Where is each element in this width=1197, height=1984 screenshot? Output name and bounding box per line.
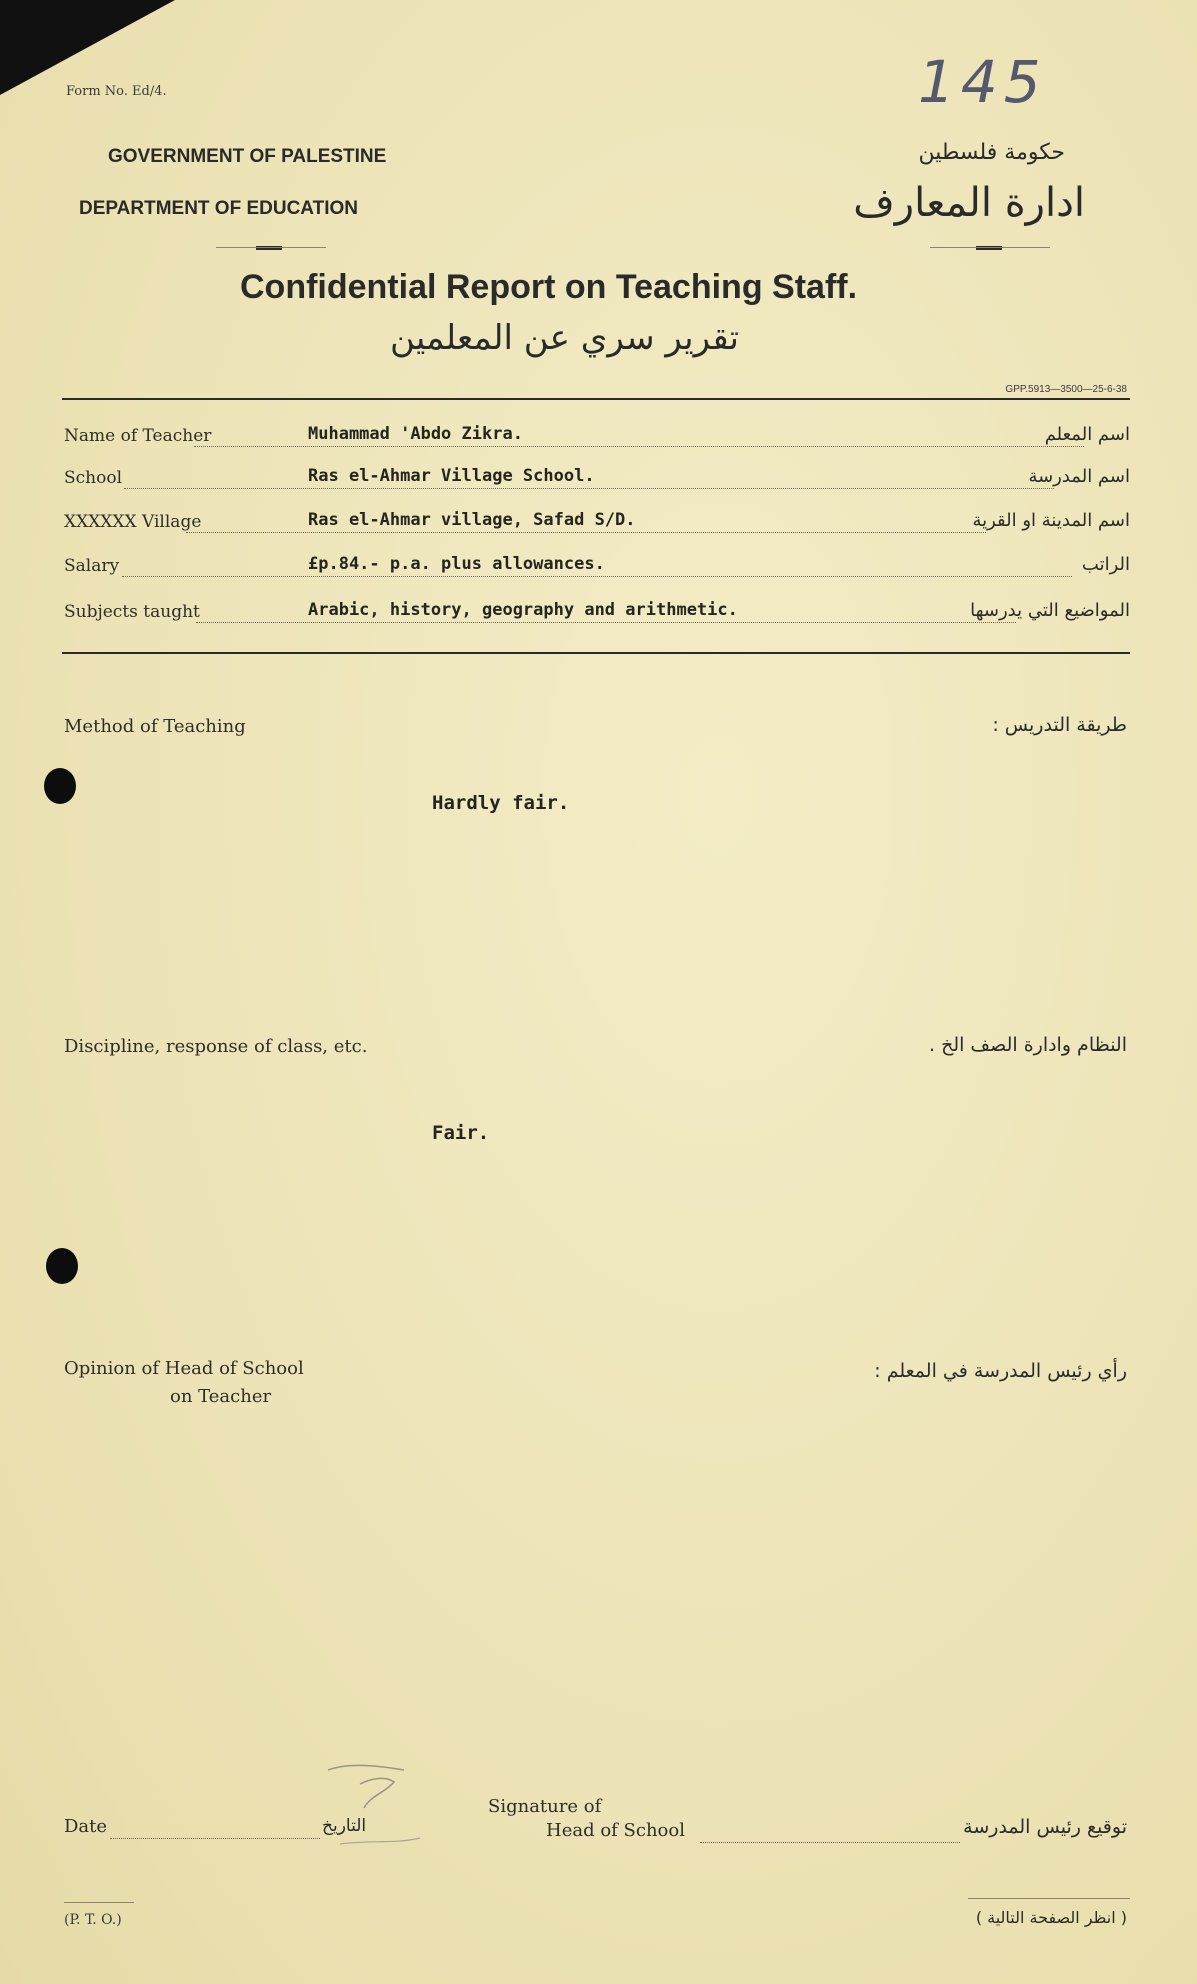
top-rule	[62, 398, 1130, 400]
punch-hole	[44, 768, 76, 804]
department-heading-arabic: ادارة المعارف	[853, 180, 1085, 226]
field-row	[64, 596, 1130, 630]
field-label: Subjects taught	[64, 602, 200, 622]
signature-label-arabic: توقيع رئيس المدرسة	[963, 1816, 1127, 1838]
field-label: School	[64, 468, 123, 488]
field-dotted-line	[186, 532, 986, 533]
opinion-label-line1: Opinion of Head of School	[64, 1358, 304, 1379]
method-label-arabic: طريقة التدريس :	[992, 714, 1127, 736]
pto-label: (P. T. O.)	[64, 1912, 122, 1928]
print-code: GPP.5913—3500—25-6-38	[1005, 384, 1127, 395]
field-dotted-line	[194, 446, 1084, 447]
field-value: £p.84.- p.a. plus allowances.	[308, 554, 605, 574]
field-label: Name of Teacher	[64, 426, 212, 446]
handwritten-page-number: 145	[918, 48, 1047, 116]
field-row	[64, 420, 1130, 454]
method-label: Method of Teaching	[64, 716, 246, 737]
heading-rule-right	[930, 247, 1050, 248]
field-label-arabic: اسم المدينة او القرية	[972, 510, 1130, 531]
opinion-label-arabic: رأي رئيس المدرسة في المعلم :	[874, 1360, 1127, 1382]
field-label-arabic: الراتب	[1081, 554, 1130, 575]
date-scribble	[300, 1748, 450, 1858]
field-row	[64, 506, 1130, 540]
field-dotted-line	[124, 488, 1054, 489]
fields-bottom-rule	[62, 652, 1130, 654]
pto-rule-arabic	[968, 1898, 1130, 1899]
report-title: Confidential Report on Teaching Staff.	[240, 268, 858, 306]
signature-label-line2: Head of School	[546, 1820, 685, 1841]
field-label: XXXXXX Village	[64, 512, 202, 532]
field-label-arabic: المواضيع التي يدرسها	[970, 600, 1130, 621]
form-number: Form No. Ed/4.	[66, 84, 167, 99]
field-label-arabic: اسم المعلم	[1044, 424, 1130, 445]
field-label: Salary	[64, 556, 120, 576]
heading-rule-left	[216, 247, 326, 248]
field-row	[64, 462, 1130, 496]
report-title-arabic: تقرير سري عن المعلمين	[390, 318, 740, 358]
field-dotted-line	[196, 622, 1016, 623]
field-value: Ras el-Ahmar Village School.	[308, 466, 595, 486]
date-label-arabic: التاريخ	[322, 1816, 367, 1836]
date-label: Date	[64, 1816, 108, 1837]
government-heading: GOVERNMENT OF PALESTINE	[108, 146, 387, 167]
discipline-label-arabic: النظام وادارة الصف الخ .	[928, 1034, 1127, 1056]
signature-label-line1: Signature of	[488, 1796, 602, 1817]
pto-label-arabic: ( انظر الصفحة التالية )	[975, 1908, 1127, 1927]
field-dotted-line	[122, 576, 1072, 577]
government-heading-arabic: حكومة فلسطين	[918, 140, 1065, 165]
field-row	[64, 550, 1130, 584]
date-dotted-line	[110, 1838, 320, 1839]
field-value: Ras el-Ahmar village, Safad S/D.	[308, 510, 636, 530]
discipline-value: Fair.	[432, 1122, 490, 1144]
pto-rule	[64, 1902, 134, 1903]
field-label-arabic: اسم المدرسة	[1028, 466, 1130, 487]
field-value: Arabic, history, geography and arithmetic.	[308, 600, 738, 620]
department-heading: DEPARTMENT OF EDUCATION	[79, 198, 359, 219]
opinion-label-line2: on Teacher	[170, 1386, 272, 1407]
signature-dotted-line	[700, 1842, 960, 1843]
method-value: Hardly fair.	[432, 792, 570, 814]
discipline-label: Discipline, response of class, etc.	[64, 1036, 368, 1057]
field-value: Muhammad 'Abdo Zikra.	[308, 424, 523, 444]
torn-corner	[0, 0, 175, 95]
punch-hole	[46, 1248, 78, 1284]
